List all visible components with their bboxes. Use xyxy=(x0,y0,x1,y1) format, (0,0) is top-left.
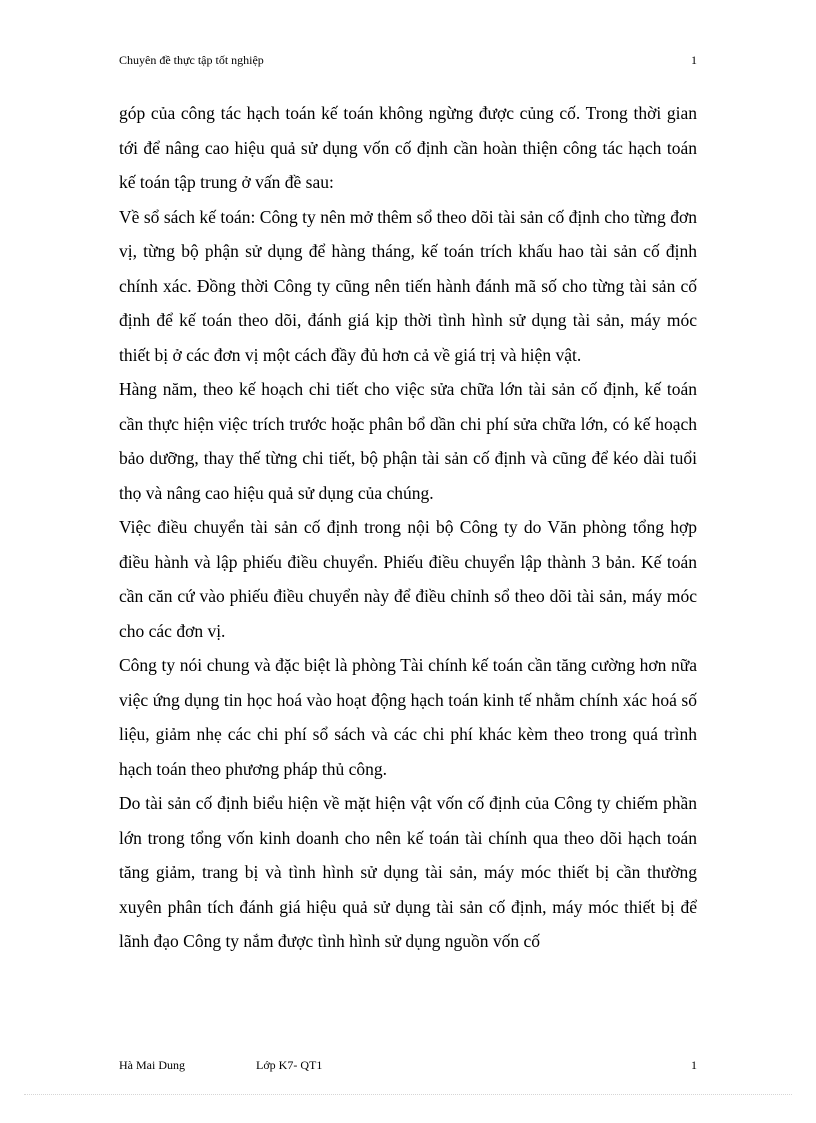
document-body xyxy=(119,96,697,959)
footer-author: Hà Mai Dung xyxy=(119,1058,185,1072)
paragraph-intro: góp của công tác hạch toán kế toán không ngừng được củng cố. Trong thời gian tới để nâng cao hiệu quả sử dụng vốn cố định cần hoàn thiện công tác hạch toán kế toán tập trung ở vấn đề sau: xyxy=(119,103,697,192)
page-footer xyxy=(119,1055,697,1075)
header-page-number: 1 xyxy=(691,53,697,67)
paragraph-ledgers: Về sổ sách kế toán: Công ty nên mở thêm sổ theo dõi tài sản cố định cho từng đơn vị, từng bộ phận sử dụng để hàng tháng, kế toán trích khấu hao tài sản cố định chính xác. Đồng thời Công ty cũng nên tiến hành đánh mã số cho từng tài sản cố định để kế toán theo dõi, đánh giá kịp thời tình hình sử dụng tài sản, máy móc thiết bị ở các đơn vị một cách đầy đủ hơn cả về giá trị và hiện vật. xyxy=(119,206,697,365)
footer-class: Lớp K7- QT1 xyxy=(256,1058,323,1072)
page-header xyxy=(119,50,697,70)
footer-page-number: 1 xyxy=(691,1058,697,1072)
paragraph-analysis: Do tài sản cố định biểu hiện về mặt hiện vật vốn cố định của Công ty chiếm phần lớn trong tổng vốn kinh doanh cho nên kế toán tài chính qua theo dõi hạch toán tăng giảm, trang bị và tình hình sử dụng tài sản, máy móc thiết bị cần thường xuyên phân tích đánh giá hiệu quả sử dụng tài sản cố định, máy móc thiết bị để lãnh đạo Công ty nắm được tình hình sử dụng nguồn vốn cố xyxy=(119,793,697,951)
document-title: Chuyên đề thực tập tốt nghiệp xyxy=(119,53,264,67)
paragraph-computerization: Công ty nói chung và đặc biệt là phòng Tài chính kế toán cần tăng cường hơn nữa việc ứng dụng tin học hoá vào hoạt động hạch toán kinh tế nhằm chính xác hoá số liệu, giảm nhẹ các chi phí sổ sách và các chi phí khác kèm theo trong quá trình hạch toán theo phương pháp thủ công. xyxy=(119,655,697,779)
paragraph-repairs: Hàng năm, theo kế hoạch chi tiết cho việc sửa chữa lớn tài sản cố định, kế toán cần thực hiện việc trích trước hoặc phân bổ dần chi phí sửa chữa lớn, có kế hoạch bảo dưỡng, thay thế từng chi tiết, bộ phận tài sản cố định và cũng để kéo dài tuổi thọ và nâng cao hiệu quả sử dụng của chúng. xyxy=(119,379,697,503)
paragraph-transfers: Việc điều chuyển tài sản cố định trong nội bộ Công ty do Văn phòng tổng hợp điều hành và lập phiếu điều chuyển. Phiếu điều chuyển lập thành 3 bản. Kế toán cần căn cứ vào phiếu điều chuyển này để điều chỉnh sổ theo dõi tài sản, máy móc cho các đơn vị. xyxy=(119,517,697,641)
page-bottom-edge xyxy=(24,1094,792,1095)
